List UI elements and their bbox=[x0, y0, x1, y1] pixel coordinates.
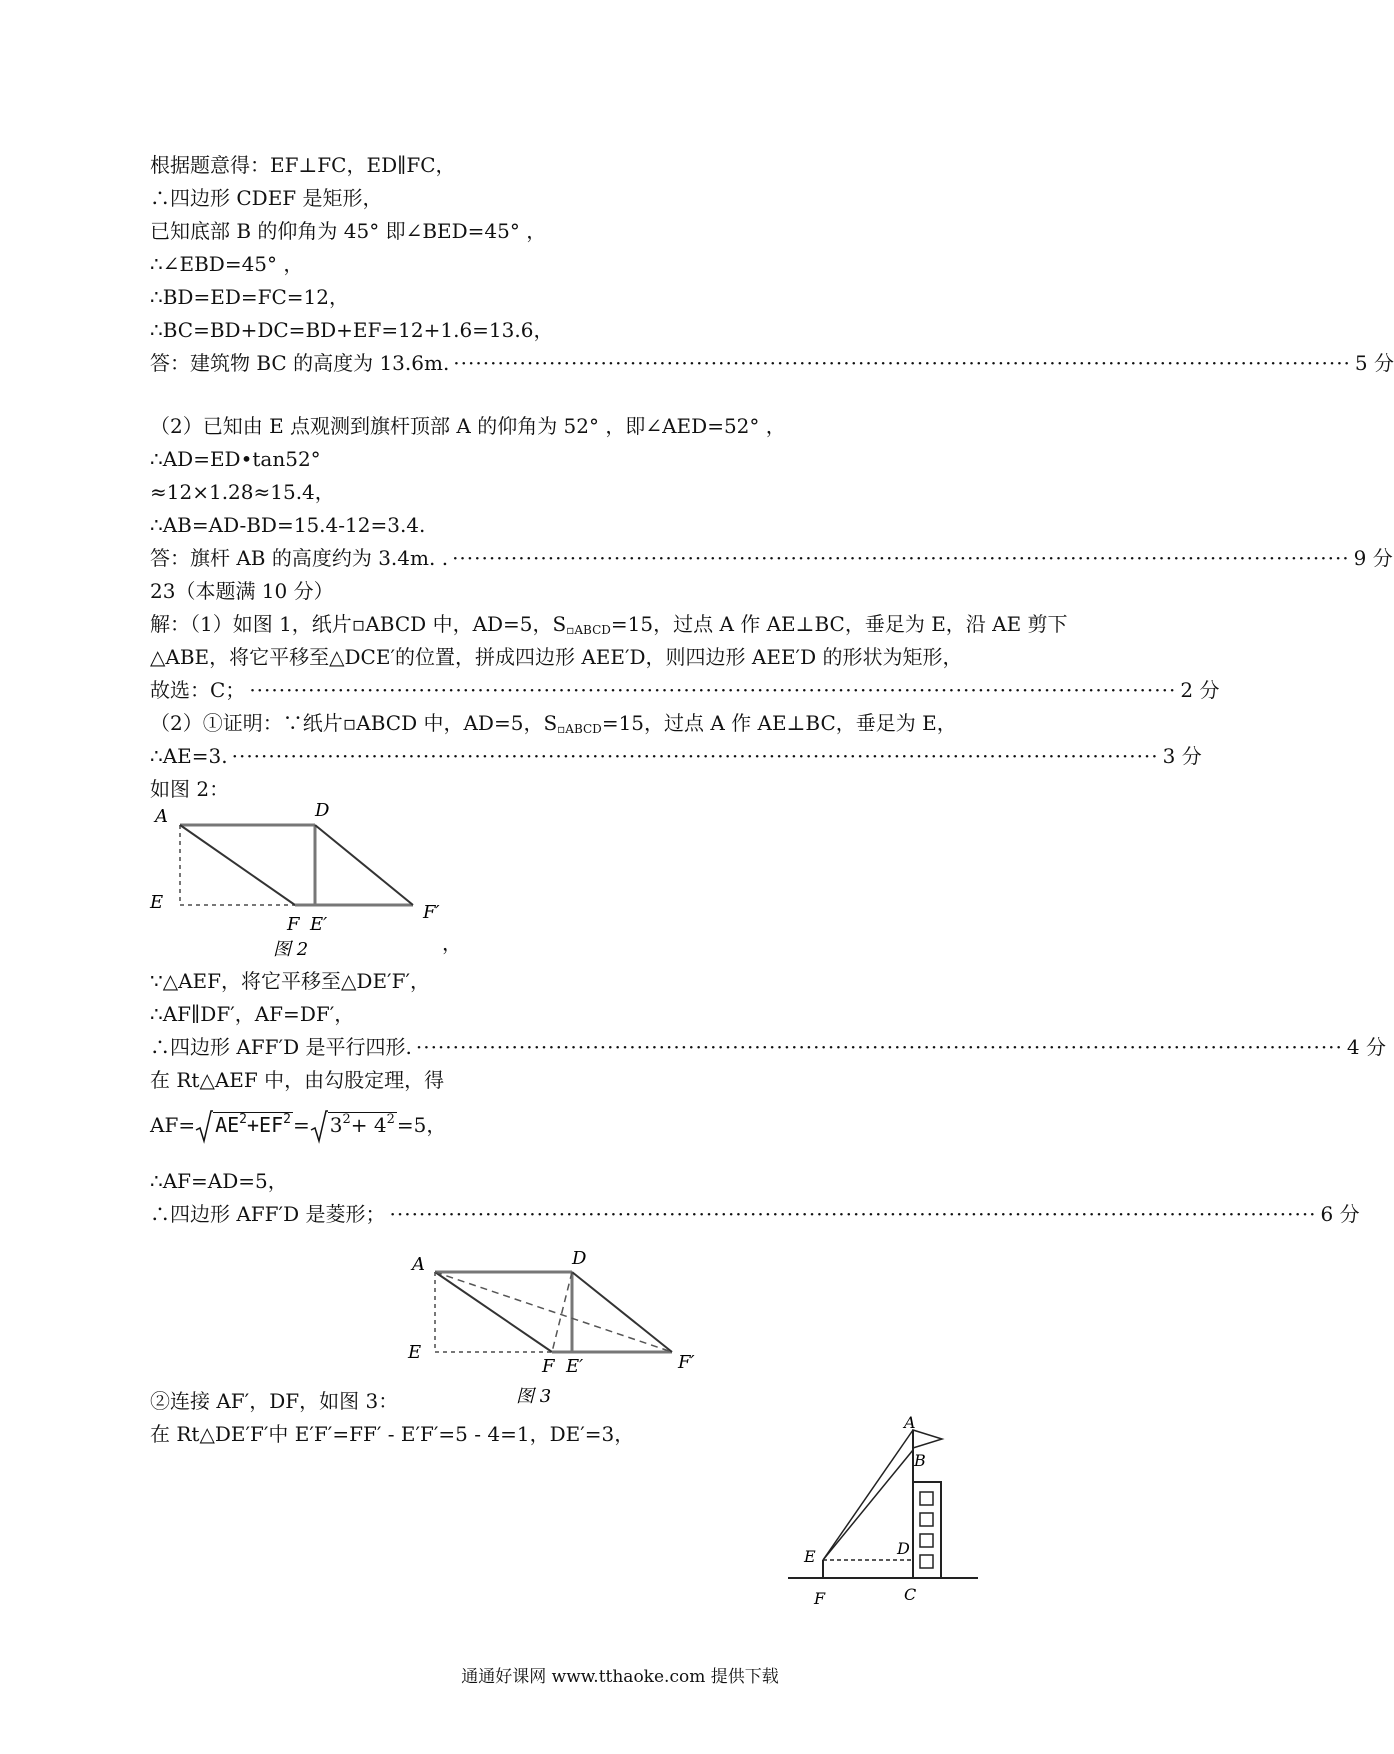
text: 3 bbox=[329, 1113, 343, 1137]
label-b: B bbox=[914, 1451, 926, 1470]
answer-text: 答：旗杆 AB 的高度约为 3.4m. . bbox=[150, 546, 449, 570]
text: = bbox=[292, 1113, 310, 1137]
score-line bbox=[150, 350, 1394, 376]
window bbox=[920, 1534, 933, 1547]
line: 在 Rt△AEF 中，由勾股定理，得 bbox=[150, 1068, 445, 1092]
label-e: E bbox=[150, 892, 164, 913]
line: ∴∠EBD=45° ， bbox=[150, 252, 304, 276]
label-d: D bbox=[315, 800, 330, 821]
radicand bbox=[213, 1112, 293, 1137]
score-line bbox=[150, 1201, 1360, 1227]
label-f1: F′ bbox=[423, 902, 440, 923]
dot-leader: ······························································································································ bbox=[231, 744, 1159, 768]
text: AF= bbox=[150, 1113, 196, 1137]
line: 如图 2： bbox=[150, 777, 230, 801]
flag bbox=[913, 1430, 942, 1448]
label-d: D bbox=[897, 1539, 910, 1558]
text: AE bbox=[215, 1113, 240, 1137]
text: 解：（1）如图 1，纸片▫ABCD 中，AD=5，S bbox=[150, 612, 567, 636]
answer-text: 答：建筑物 BC 的高度为 13.6m. bbox=[150, 351, 450, 375]
figure-3 bbox=[400, 1250, 720, 1410]
score-line bbox=[150, 677, 1220, 703]
score-points: 5 分 bbox=[1354, 351, 1394, 375]
dot-leader: ·························································································································· bbox=[452, 546, 1350, 570]
score-points: 9 分 bbox=[1353, 546, 1393, 570]
window bbox=[920, 1513, 933, 1526]
score-line bbox=[150, 545, 1393, 571]
line: ∵△AEF，将它平移至△DE′F′， bbox=[150, 969, 430, 993]
figure-building bbox=[780, 1413, 1000, 1610]
answer-text: ∴四边形 AFF′D 是菱形； bbox=[150, 1202, 386, 1226]
score-line bbox=[150, 1034, 1386, 1060]
label-a: A bbox=[412, 1254, 425, 1275]
text: + 4 bbox=[350, 1113, 387, 1137]
side-df1 bbox=[315, 825, 413, 905]
score-points: 6 分 bbox=[1320, 1202, 1360, 1226]
line: ∴AF=AD=5， bbox=[150, 1169, 288, 1193]
subscript: ▫ABCD bbox=[566, 623, 611, 637]
punctuation: ， bbox=[442, 931, 462, 955]
figure-caption: 图 3 bbox=[516, 1386, 552, 1407]
figure-caption: 图 2 bbox=[273, 939, 309, 960]
label-a: A bbox=[155, 806, 168, 827]
line bbox=[150, 710, 957, 742]
label-f: F bbox=[287, 914, 300, 935]
score-points: 4 分 bbox=[1346, 1035, 1386, 1059]
sqrt-sign bbox=[195, 1110, 213, 1144]
side-af bbox=[435, 1272, 552, 1352]
line: 根据题意得：EF⊥FC，ED∥FC， bbox=[150, 153, 456, 177]
line: ②连接 AF′，DF，如图 3： bbox=[150, 1389, 399, 1413]
dot-leader: ······························································································································ bbox=[249, 678, 1177, 702]
line: （2）已知由 E 点观测到旗杆顶部 A 的仰角为 52° ，即∠AED=52° ， bbox=[150, 414, 786, 438]
radicand bbox=[328, 1112, 397, 1137]
score-points: 2 分 bbox=[1180, 678, 1220, 702]
text: =15，过点 A 作 AE⊥BC，垂足为 E， bbox=[601, 711, 957, 735]
answer-text: ∴AE=3. bbox=[150, 744, 228, 768]
label-e1: E′ bbox=[310, 914, 328, 935]
label-e: E bbox=[408, 1342, 422, 1363]
question-title: 23（本题满 10 分） bbox=[150, 579, 334, 603]
label-f1: F′ bbox=[678, 1352, 695, 1373]
dot-leader: ······························································································································ bbox=[389, 1202, 1317, 1226]
line: ≈12×1.28≈15.4， bbox=[150, 480, 335, 504]
text: =15，过点 A 作 AE⊥BC，垂足为 E，沿 AE 剪下 bbox=[610, 612, 1068, 636]
line: ∴四边形 CDEF 是矩形， bbox=[150, 186, 383, 210]
side-af bbox=[180, 825, 295, 905]
page-footer: 通通好课网 www.tthaoke.com 提供下载 bbox=[461, 1667, 779, 1687]
text: （2）①证明：∵纸片▫ABCD 中，AD=5，S bbox=[150, 711, 558, 735]
label-d: D bbox=[572, 1248, 587, 1269]
superscript: 2 bbox=[283, 1112, 291, 1127]
label-c: C bbox=[904, 1585, 917, 1604]
label-e1: E′ bbox=[566, 1356, 584, 1377]
label-f: F bbox=[814, 1589, 826, 1608]
text: =5， bbox=[396, 1113, 447, 1137]
figure-2 bbox=[145, 800, 445, 960]
line: △ABE，将它平移至△DCE′的位置，拼成四边形 AEE′D，则四边形 AEE′D 的形状为矩形， bbox=[150, 645, 963, 669]
score-points: 3 分 bbox=[1162, 744, 1202, 768]
answer-text: ∴四边形 AFF′D 是平行四形. bbox=[150, 1035, 412, 1059]
window bbox=[920, 1555, 933, 1568]
superscript: 2 bbox=[386, 1112, 395, 1127]
dot-leader: ······························································································································ bbox=[415, 1035, 1343, 1059]
line: 已知底部 B 的仰角为 45° 即∠BED=45° ， bbox=[150, 219, 547, 243]
subscript: ▫ABCD bbox=[557, 722, 602, 736]
line: ∴BC=BD+DC=BD+EF=12+1.6=13.6， bbox=[150, 318, 554, 342]
superscript: 2 bbox=[342, 1112, 351, 1127]
window bbox=[920, 1492, 933, 1505]
building bbox=[913, 1482, 941, 1578]
side-df1 bbox=[572, 1272, 672, 1352]
sqrt-sign bbox=[310, 1110, 328, 1144]
label-a: A bbox=[904, 1413, 916, 1432]
line: ∴AF∥DF′，AF=DF′， bbox=[150, 1002, 355, 1026]
formula bbox=[150, 1102, 446, 1138]
superscript: 2 bbox=[239, 1112, 247, 1127]
score-line bbox=[150, 743, 1202, 769]
line: ∴BD=ED=FC=12， bbox=[150, 285, 349, 309]
text: +EF bbox=[247, 1113, 284, 1137]
dot-leader: ·························································································································· bbox=[453, 351, 1351, 375]
label-f: F bbox=[542, 1356, 555, 1377]
line: 在 Rt△DE′F′中 E′F′=FF′ - E′F′=5 - 4=1，DE′=3， bbox=[150, 1422, 635, 1446]
label-e: E bbox=[804, 1547, 816, 1566]
dashed-af1 bbox=[435, 1272, 672, 1352]
answer-text: 故选：C； bbox=[150, 678, 246, 702]
line: ∴AB=AD-BD=15.4-12=3.4. bbox=[150, 513, 426, 537]
line: ∴AD=ED•tan52° bbox=[150, 447, 321, 471]
line bbox=[150, 611, 1068, 643]
